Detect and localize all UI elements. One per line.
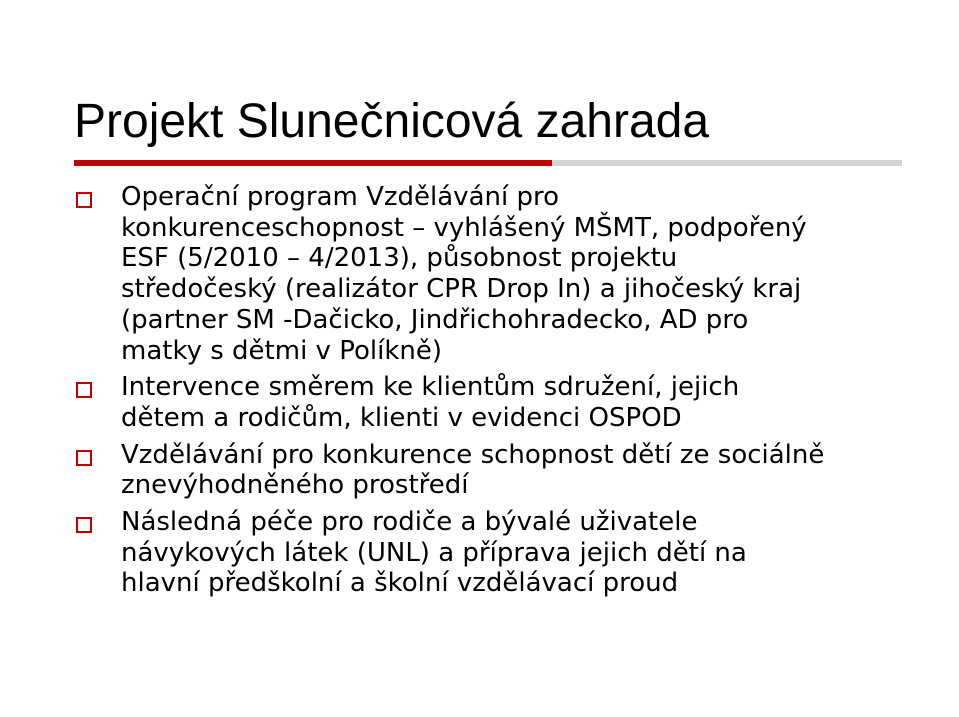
bullet-line: znevýhodněného prostředí	[121, 470, 469, 501]
bullet-line: konkurenceschopnost – vyhlášený MŠMT, podpořený	[121, 212, 807, 243]
bullet-line: Vzdělávání pro konkurence schopnost dětí ze sociálně	[121, 439, 825, 470]
bullet-text	[121, 372, 946, 433]
hollow-square-icon	[76, 450, 92, 466]
bullet-list	[76, 182, 946, 599]
bullet-item-4	[76, 507, 946, 599]
title-underline-secondary	[552, 160, 902, 166]
bullet-text	[121, 507, 946, 599]
bullet-line: Operační program Vzdělávání pro	[121, 182, 560, 212]
bullet-line: dětem a rodičům, klienti v evidenci OSPOD	[121, 402, 682, 433]
hollow-square-icon	[76, 382, 92, 398]
bullet-item-2	[76, 372, 946, 433]
bullet-line: ESF (5/2010 – 4/2013), působnost projektu	[121, 243, 678, 274]
hollow-square-icon	[76, 192, 92, 208]
bullet-line: hlavní předškolní a školní vzdělávací proud	[121, 568, 679, 599]
bullet-line: matky s dětmi v Políkně)	[121, 335, 442, 366]
bullet-text	[121, 440, 946, 501]
bullet-text	[121, 182, 946, 366]
title-underline-accent	[74, 160, 552, 166]
bullet-line: Intervence směrem ke klientům sdružení, jejich	[121, 372, 740, 403]
bullet-line: (partner SM -Dačicko, Jindřichohradecko, AD pro	[121, 304, 749, 335]
bullet-line: návykových látek (UNL) a příprava jejich dětí na	[121, 537, 747, 568]
bullet-item-3	[76, 440, 946, 501]
bullet-line: Následná péče pro rodiče a bývalé uživatele	[121, 507, 698, 538]
bullet-line: středočeský (realizátor CPR Drop In) a jihočeský kraj	[121, 274, 802, 305]
hollow-square-icon	[76, 517, 92, 533]
bullet-item-1	[76, 182, 946, 366]
slide-title: Projekt Slunečnicová zahrada	[74, 95, 710, 148]
